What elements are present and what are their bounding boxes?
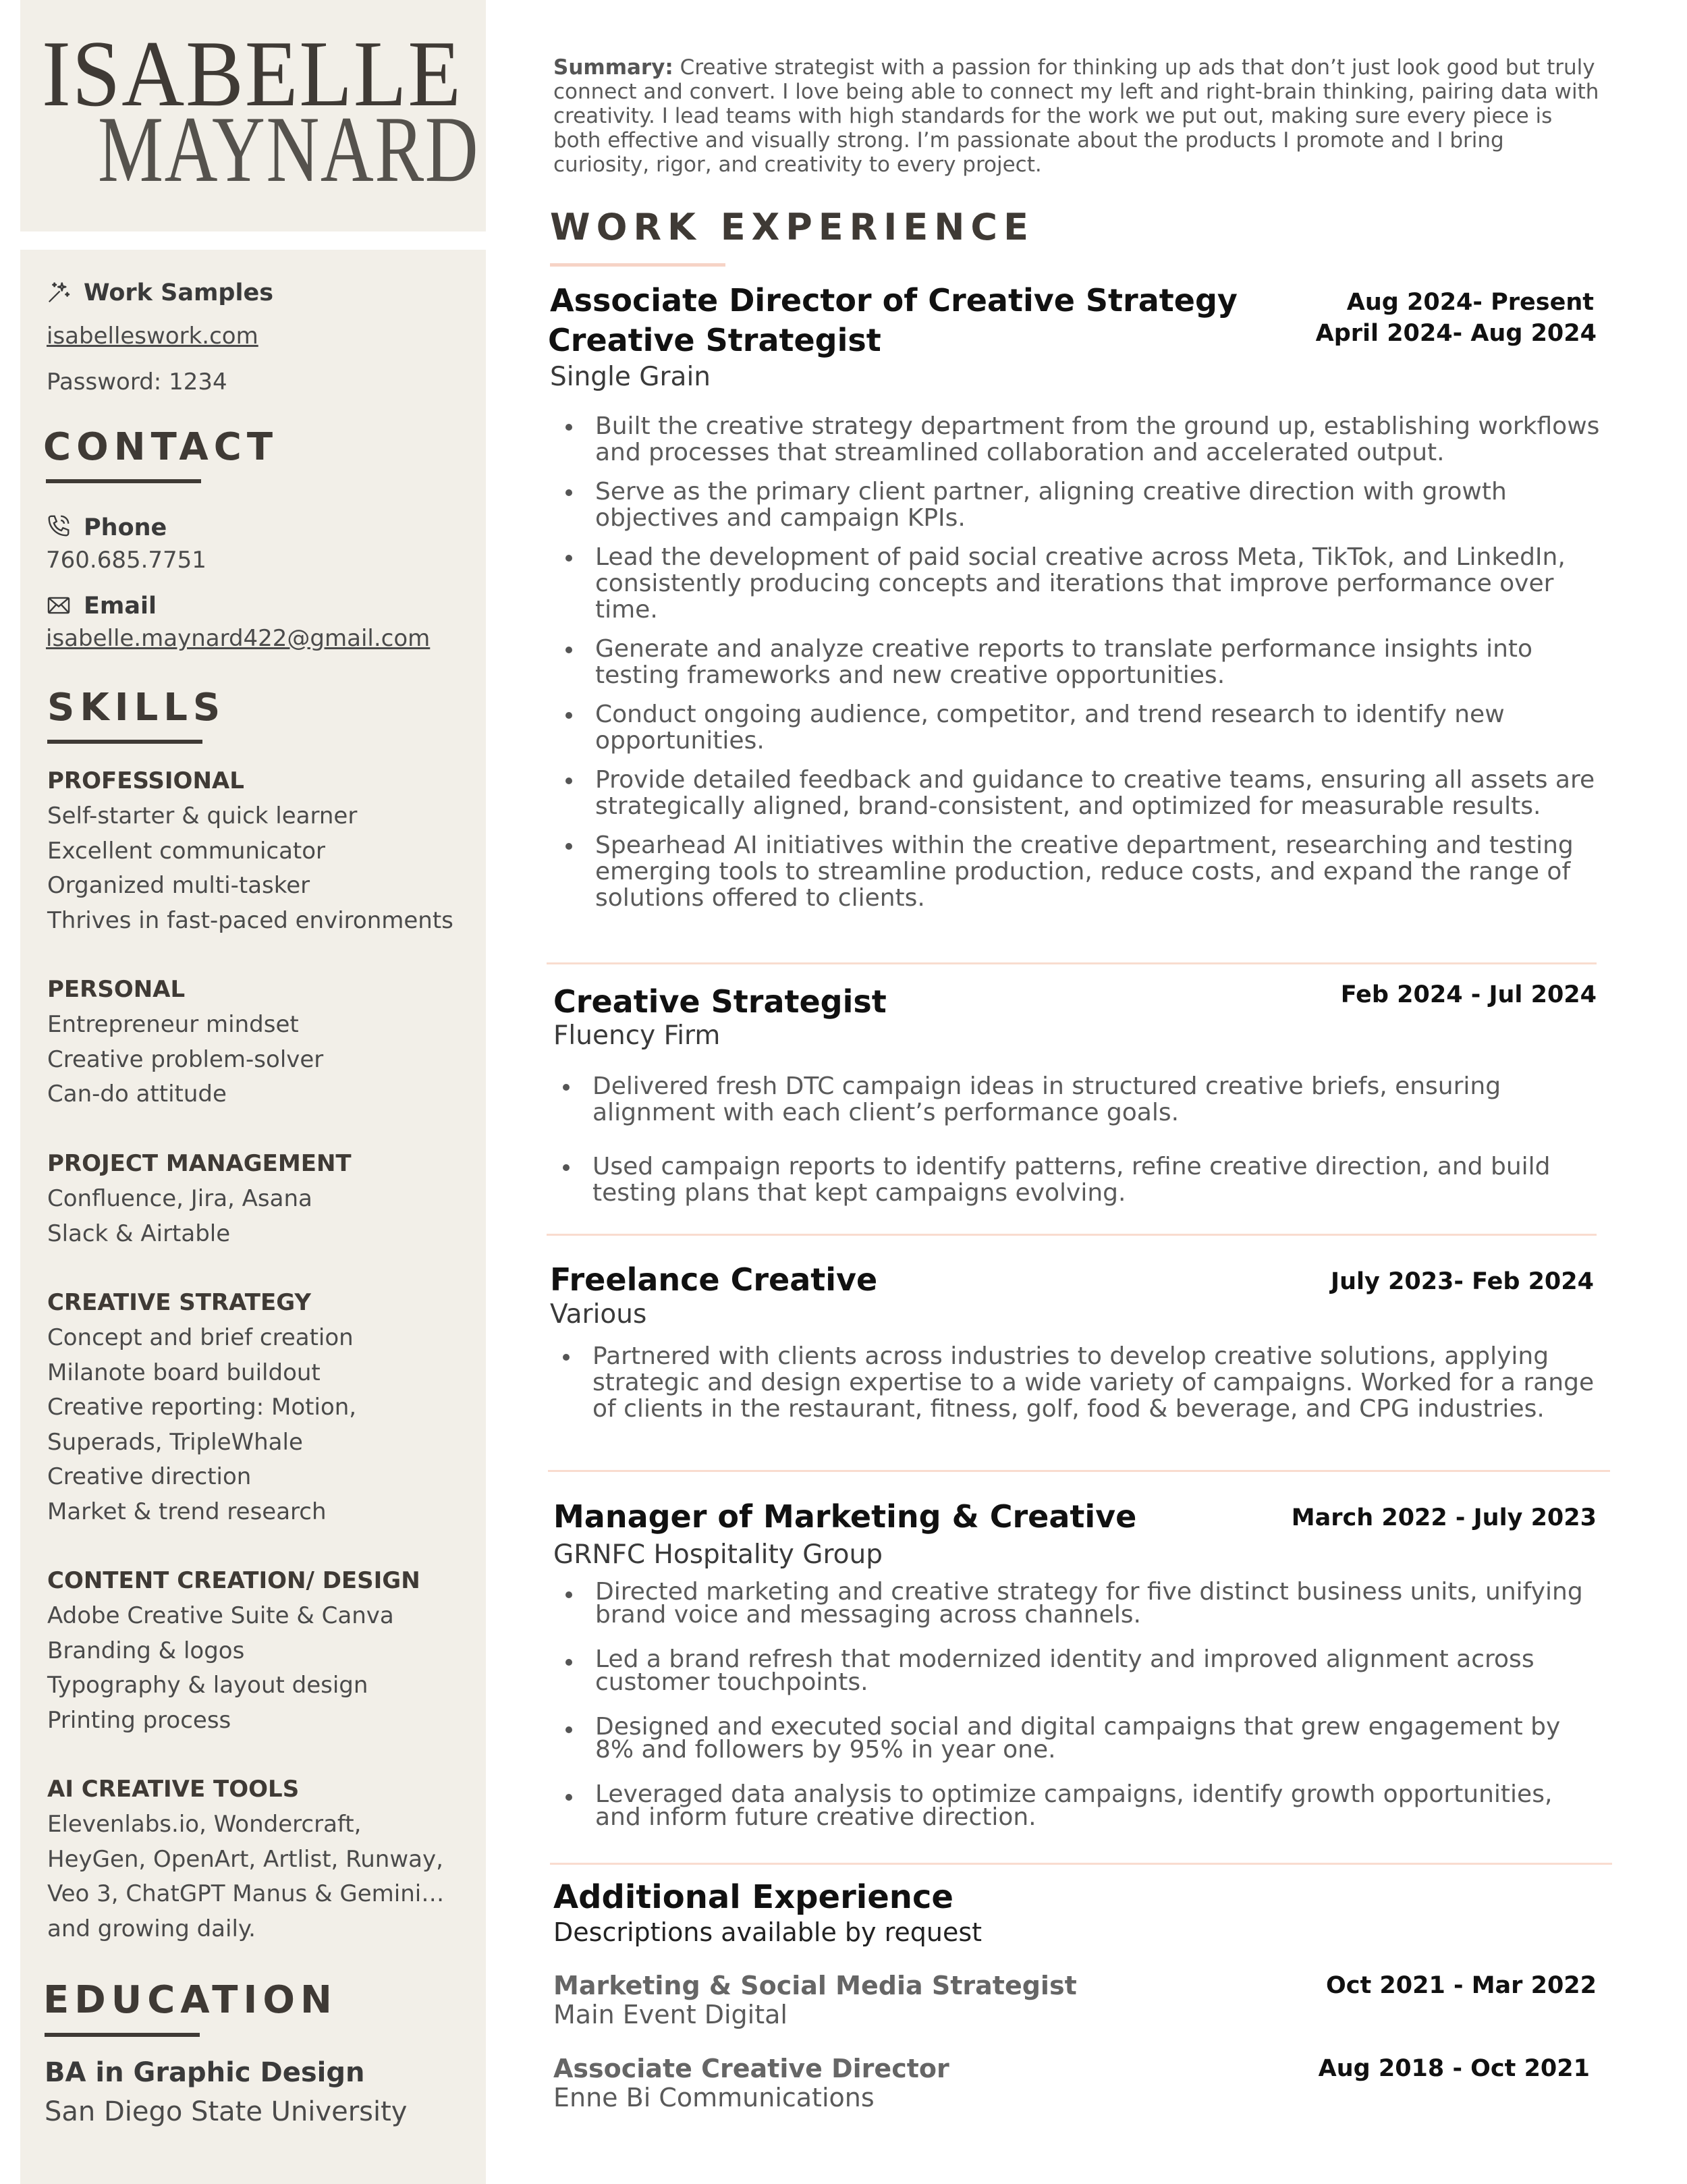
skill-item: and growing daily.: [47, 1915, 256, 1942]
work-experience-heading: WORK EXPERIENCE: [550, 206, 1034, 248]
work-samples-password: Password: 1234: [47, 368, 227, 395]
skill-item: Printing process: [47, 1707, 231, 1734]
skill-item: Veo 3, ChatGPT Manus & Gemini…: [47, 1880, 445, 1907]
job-company: GRNFC Hospitality Group: [553, 1539, 883, 1570]
skill-item: Concept and brief creation: [47, 1324, 354, 1351]
bullet: Used campaign reports to identify patterns, refine creative direction, and build testing plans that kept campaigns evolving.: [548, 1153, 1601, 1206]
skill-item: Elevenlabs.io, Wondercraft,: [47, 1811, 362, 1838]
additional-role-title: Associate Creative Director: [553, 2054, 949, 2083]
summary-label: Summary:: [553, 55, 673, 80]
bullet: Built the creative strategy department from the ground up, establishing workflows and processes that streamlined collaboration and accelerated output.: [551, 413, 1603, 466]
email-link[interactable]: isabelle.maynard422@gmail.com: [46, 625, 431, 652]
education-degree: BA in Graphic Design: [45, 2057, 365, 2088]
job-title-secondary: Creative Strategist: [548, 322, 881, 358]
skill-group-title: AI CREATIVE TOOLS: [47, 1776, 300, 1803]
skill-item: Confluence, Jira, Asana: [47, 1185, 312, 1212]
envelope-icon: [46, 593, 72, 618]
skill-item: Creative problem-solver: [47, 1046, 324, 1073]
summary-text: Creative strategist with a passion for thinking up ads that don’t just look good but truly connect and convert. I love being able to connect my left and right-brain thinking, pairing data with creativity. I lead teams with high standards for the work we put out, making sure every piece is both effective and visually strong. I’m passionate about the products I promote and I bring curiosity, rigor, and creativity to every project.: [553, 55, 1599, 177]
bullet: Conduct ongoing audience, competitor, and trend research to identify new opportunities.: [551, 701, 1603, 754]
skill-item: Branding & logos: [47, 1637, 245, 1664]
job-title: Associate Director of Creative Strategy: [550, 282, 1238, 319]
phone-number[interactable]: 760.685.7751: [46, 547, 206, 574]
phone-label: Phone: [84, 514, 167, 541]
section-divider: [547, 962, 1597, 964]
bullet: Leveraged data analysis to optimize campaigns, identify growth opportunities, and inform future creative direction.: [551, 1783, 1603, 1829]
name-header: [20, 0, 486, 231]
additional-role-date: Aug 2018 - Oct 2021: [1318, 2055, 1590, 2082]
phone-icon: [46, 513, 72, 539]
additional-experience-heading: Additional Experience: [553, 1878, 953, 1916]
skill-item: Milanote board buildout: [47, 1359, 321, 1386]
skill-item: Self-starter & quick learner: [47, 802, 358, 829]
bullet: Partnered with clients across industries to develop creative solutions, applying strategic and design expertise to a wide variety of campaigns. Worked for a range of clients in the restaurant, fitness, golf, food & beverage, and CPG industries.: [548, 1343, 1601, 1422]
additional-role-title: Marketing & Social Media Strategist: [553, 1971, 1077, 2000]
section-divider: [550, 1863, 1612, 1865]
job-company: Fluency Firm: [553, 1020, 721, 1051]
skill-group-title: PROFESSIONAL: [47, 767, 244, 794]
job-bullets: [548, 1073, 1601, 1206]
first-name: ISABELLE: [42, 22, 462, 126]
skill-item: Creative reporting: Motion,: [47, 1394, 357, 1421]
bullet: Generate and analyze creative reports to translate performance insights into testing frameworks and new creative opportunities.: [551, 636, 1603, 688]
email-label: Email: [84, 593, 157, 620]
job-date: Feb 2024 - Jul 2024: [1340, 981, 1597, 1008]
skills-heading: SKILLS: [47, 686, 226, 730]
bullet: Lead the development of paid social creative across Meta, TikTok, and LinkedIn, consistently producing concepts and iterations that improve performance over time.: [551, 544, 1603, 623]
last-name: MAYNARD: [98, 97, 480, 202]
education-rule: [45, 2033, 200, 2037]
bullet: Delivered fresh DTC campaign ideas in structured creative briefs, ensuring alignment with each client’s performance goals.: [548, 1073, 1601, 1126]
skill-item: Excellent communicator: [47, 838, 326, 865]
job-bullets: [548, 1343, 1601, 1422]
section-divider: [547, 1234, 1597, 1236]
job-date-secondary: April 2024- Aug 2024: [1315, 320, 1597, 347]
skill-group-title: CREATIVE STRATEGY: [47, 1289, 311, 1316]
education-heading: EDUCATION: [43, 1978, 337, 2022]
work-samples-link[interactable]: isabelleswork.com: [47, 323, 258, 350]
bullet: Led a brand refresh that modernized identity and improved alignment across customer touchpoints.: [551, 1648, 1603, 1694]
additional-role-company: Enne Bi Communications: [553, 2083, 875, 2112]
sparkle-wand-icon: [46, 279, 72, 305]
summary: [553, 55, 1606, 177]
work-samples-label: Work Samples: [84, 279, 274, 306]
skill-item: Entrepreneur mindset: [47, 1011, 299, 1038]
contact-heading: CONTACT: [43, 425, 279, 469]
skill-item: Typography & layout design: [47, 1672, 368, 1699]
additional-experience-subheading: Descriptions available by request: [553, 1917, 983, 1947]
job-date: March 2022 - July 2023: [1291, 1504, 1597, 1531]
bullet: Spearhead AI initiatives within the creative department, researching and testing emerging tools to streamline production, reduce costs, and expand the range of solutions offered to clients.: [551, 832, 1603, 911]
skill-item: Adobe Creative Suite & Canva: [47, 1602, 394, 1629]
skill-item: HeyGen, OpenArt, Artlist, Runway,: [47, 1846, 443, 1873]
skill-group-title: PROJECT MANAGEMENT: [47, 1150, 352, 1177]
job-title: Manager of Marketing & Creative: [553, 1498, 1137, 1535]
bullet: Directed marketing and creative strategy for five distinct business units, unifying brand voice and messaging across channels.: [551, 1581, 1603, 1627]
bullet: Provide detailed feedback and guidance to creative teams, ensuring all assets are strategically aligned, brand-consistent, and optimized for measurable results.: [551, 767, 1603, 819]
job-date: July 2023- Feb 2024: [1331, 1268, 1594, 1295]
job-date: Aug 2024- Present: [1346, 289, 1594, 316]
job-company: Single Grain: [550, 362, 711, 392]
job-bullets: [551, 413, 1603, 911]
skill-item: Superads, TripleWhale: [47, 1429, 303, 1456]
contact-rule: [46, 479, 201, 483]
job-bullets: [551, 1578, 1603, 1831]
skill-item: Market & trend research: [47, 1498, 327, 1525]
additional-role-company: Main Event Digital: [553, 2000, 787, 2029]
skill-group-title: CONTENT CREATION/ DESIGN: [47, 1567, 420, 1594]
skill-item: Organized multi-tasker: [47, 872, 310, 899]
skill-item: Thrives in fast-paced environments: [47, 907, 453, 934]
bullet: Designed and executed social and digital campaigns that grew engagement by 8% and followers by 95% in year one.: [551, 1716, 1603, 1762]
skill-item: Slack & Airtable: [47, 1220, 231, 1247]
work-experience-rule: [550, 263, 725, 267]
job-company: Various: [550, 1299, 647, 1330]
section-divider: [548, 1470, 1610, 1472]
bullet: Serve as the primary client partner, aligning creative direction with growth objectives and campaign KPIs.: [551, 479, 1603, 531]
skill-item: Creative direction: [47, 1463, 252, 1490]
job-title: Freelance Creative: [550, 1261, 878, 1298]
skill-group-title: PERSONAL: [47, 976, 186, 1003]
job-title: Creative Strategist: [553, 983, 887, 1020]
additional-role-date: Oct 2021 - Mar 2022: [1325, 1972, 1597, 1999]
education-school: San Diego State University: [45, 2096, 408, 2127]
skill-item: Can-do attitude: [47, 1081, 227, 1108]
skills-rule: [47, 740, 202, 744]
